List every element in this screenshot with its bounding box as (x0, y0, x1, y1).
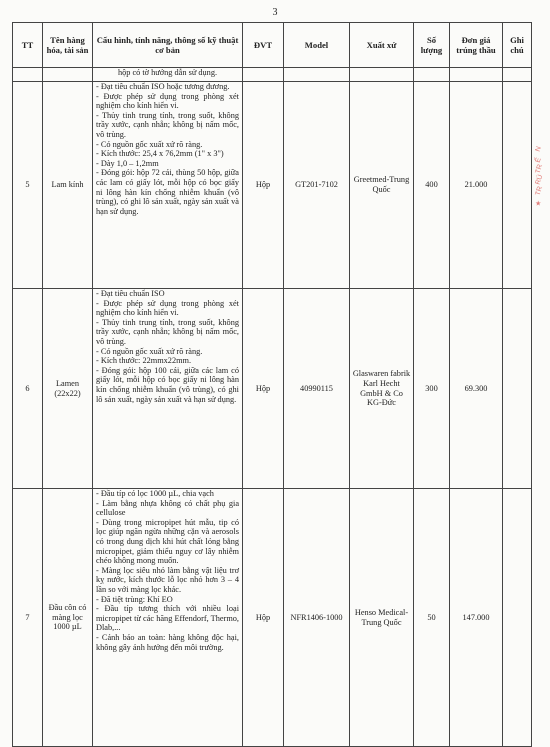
bid-items-table (12, 22, 532, 747)
header-tt: TT (13, 23, 43, 68)
row-name: Đầu côn có màng lọc 1000 µL (43, 489, 93, 747)
spec-line: - Thủy tinh trung tính, trong suốt, không trầy xước, cạnh nhẵn; không bị nấm mốc, vô trùng. (96, 110, 239, 139)
table-row (13, 82, 532, 289)
row-model: GT201-7102 (284, 82, 350, 289)
row-origin: Greetmed-Trung Quốc (350, 82, 414, 289)
row-name: Lam kính (43, 82, 93, 289)
row-spec (93, 82, 243, 289)
header-unit: ĐVT (243, 23, 284, 68)
stamp-text: Ế (534, 157, 543, 164)
spec-line: - Đã tiệt trùng: Khí EO (96, 594, 173, 604)
spec-line: - Có nguồn gốc xuất xứ rõ ràng. (96, 346, 203, 356)
header-price: Đơn giá trúng thầu (450, 23, 503, 68)
spec-line: - Kích thước: 22mmx22mm. (96, 356, 192, 366)
spec-line: - Làm bằng nhựa không có chất phụ gia cellulose (96, 498, 239, 518)
page-number: 3 (272, 7, 278, 18)
row-name: Lamen (22x22) (43, 289, 93, 489)
spec-line: - Được phép sử dụng trong phòng xét nghiệm cho kính hiển vi. (96, 298, 239, 318)
row-model: 40990115 (284, 289, 350, 489)
table-header-row (13, 23, 532, 68)
row-tt: 6 (13, 289, 43, 489)
spec-line: - Đầu típ có lọc 1000 µL, chia vạch (96, 489, 214, 498)
spec-line: - Đạt tiêu chuẩn ISO hoặc tương đương. (96, 82, 230, 91)
row-unit: Hộp (243, 489, 284, 747)
row-qty: 300 (414, 289, 450, 489)
row-note (503, 489, 532, 747)
header-note: Ghi chú (503, 23, 532, 68)
row-spec (93, 289, 243, 489)
header-qty: Số lượng (414, 23, 450, 68)
header-name: Tên hàng hóa, tài sản (43, 23, 93, 68)
row-note (503, 289, 532, 489)
row-qty: 400 (414, 82, 450, 289)
row-unit: Hộp (243, 289, 284, 489)
stamp-text: TR (534, 185, 545, 197)
header-spec: Cấu hình, tính năng, thông số kỹ thuật cơ bản (93, 23, 243, 68)
table-row (13, 489, 532, 747)
stamp-text: N (534, 145, 543, 153)
header-origin: Xuất xứ (350, 23, 414, 68)
spec-line: - Đầu típ tương thích với nhiều loại micropipet từ các hãng Effendorf, Thermo, Dlab,... (96, 604, 239, 633)
spec-line: - Cảnh báo an toàn: hàng không độc hại, không gây ảnh hưởng đến môi trường. (96, 632, 239, 652)
row-tt: 5 (13, 82, 43, 289)
stamp-star-icon: ★ (534, 199, 544, 208)
spec-line: - Đóng gói: hộp 72 cái, thùng 50 hộp, giữa các lam có giấy lót, mỗi hộp có bọc giấy ni lông hàn kín chống nhiễm khuẩn (vô trùng), có ghi lô sản xuất, ngày sản xuất và hạn sử dụng. (96, 168, 239, 216)
row-model: NFR1406-1000 (284, 489, 350, 747)
row-price: 69.300 (450, 289, 503, 489)
row-origin: Glaswaren fabrik Karl Hecht GmbH & Co KG-Đức (350, 289, 414, 489)
spec-line: - Dày 1,0 – 1,2mm (96, 158, 159, 168)
table-row-continuation (13, 68, 532, 82)
spec-line: - Màng lọc siêu nhỏ làm bằng vật liệu trơ kỵ nước, kích thước lỗ lọc nhỏ hơn 3 – 4 lần so với màng lọc khác. (96, 565, 239, 594)
stamp-text: TR (534, 163, 545, 175)
spec-line: - Có nguồn gốc xuất xứ rõ ràng. (96, 139, 203, 149)
spec-line: - Đóng gói: hộp 100 cái, giữa các lam có giấy lót, mỗi hộp có bọc giấy ni lông hàn kín chống nhiễm khuẩn (vô trùng), có ghi lô sản xuất, ngày sản xuất và hạn sử dụng. (96, 365, 239, 404)
spec-line: - Kích thước: 25,4 x 76,2mm (1" x 3") (96, 149, 224, 159)
red-stamp-mark (535, 140, 549, 206)
row-spec (93, 489, 243, 747)
table-row (13, 289, 532, 489)
row-price: 21.000 (450, 82, 503, 289)
spec-line: - Được phép sử dụng trong phòng xét nghiệm cho kính hiển vi. (96, 91, 239, 111)
row-qty: 50 (414, 489, 450, 747)
spec-line: - Đạt tiêu chuẩn ISO (96, 289, 165, 298)
row-note (503, 82, 532, 289)
row-tt: 7 (13, 489, 43, 747)
spec-continuation: hộp có tờ hướng dẫn sử dụng. (93, 68, 243, 82)
row-unit: Hộp (243, 82, 284, 289)
spec-line: - Dùng trong micropipet hút mẫu, tip có lọc giúp ngăn ngừa những cặn và aerosols có trong dung dịch khi hút chất lỏng bằng micropipet, giảm thiểu nguy cơ lây nhiễm chéo không mong muốn. (96, 517, 239, 566)
stamp-text: RÚ (534, 173, 545, 186)
spec-line: - Thủy tinh trung tính, trong suốt, không trầy xước, cạnh nhẵn; không bị nấm mốc, vô trùng. (96, 317, 239, 346)
row-price: 147.000 (450, 489, 503, 747)
row-origin: Henso Medical-Trung Quốc (350, 489, 414, 747)
header-model: Model (284, 23, 350, 68)
